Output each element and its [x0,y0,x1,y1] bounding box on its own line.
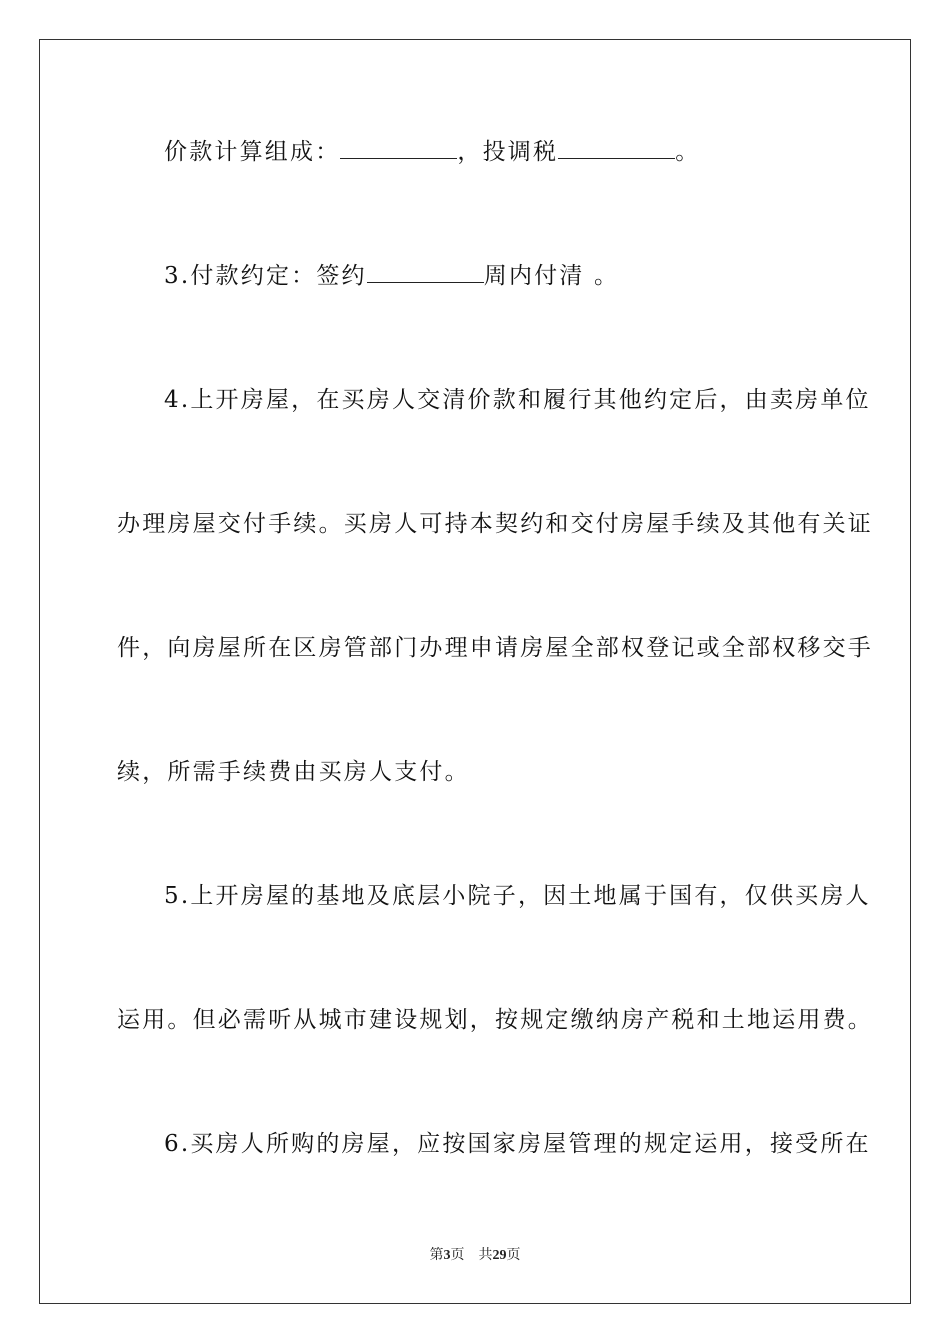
page-frame [39,39,911,1304]
clause-5-line-2: 运用。但必需听从城市建设规划，按规定缴纳房产税和土地运用费。 [117,1007,873,1033]
page-number-footer [0,1244,950,1264]
current-page: 3 [443,1248,451,1263]
line-text: 周内付清 。 [483,263,620,289]
clause-5-line-1: 5.上开房屋的基地及底层小院子，因土地属于国有，仅供买房人 [164,883,871,909]
line-text: ，投调税 [457,139,559,165]
fill-blank [367,262,484,283]
price-composition-line [117,137,879,167]
line-text: 。 [675,139,701,165]
footer-text: 页 [506,1248,521,1263]
clause-4-line-2: 办理房屋交付手续。买房人可持本契约和交付房屋手续及其他有关证 [117,511,873,537]
line-text: 价款计算组成： [164,139,341,165]
clause-6-line-1: 6.买房人所购的房屋，应按国家房屋管理的规定运用，接受所在 [164,1131,871,1157]
payment-terms-line [117,261,879,291]
line-text: 3.付款约定：签约 [164,263,367,289]
total-pages: 29 [492,1248,507,1263]
footer-text: 第 [429,1248,444,1263]
fill-blank [558,138,675,159]
clause-4-line-4: 续，所需手续费由买房人支付。 [117,759,470,785]
footer-text: 页 共 [450,1248,493,1263]
clause-4-line-1: 4.上开房屋，在买房人交清价款和履行其他约定后，由卖房单位 [164,387,871,413]
fill-blank [340,138,457,159]
clause-4-line-3: 件，向房屋所在区房管部门办理申请房屋全部权登记或全部权移交手 [117,635,873,661]
